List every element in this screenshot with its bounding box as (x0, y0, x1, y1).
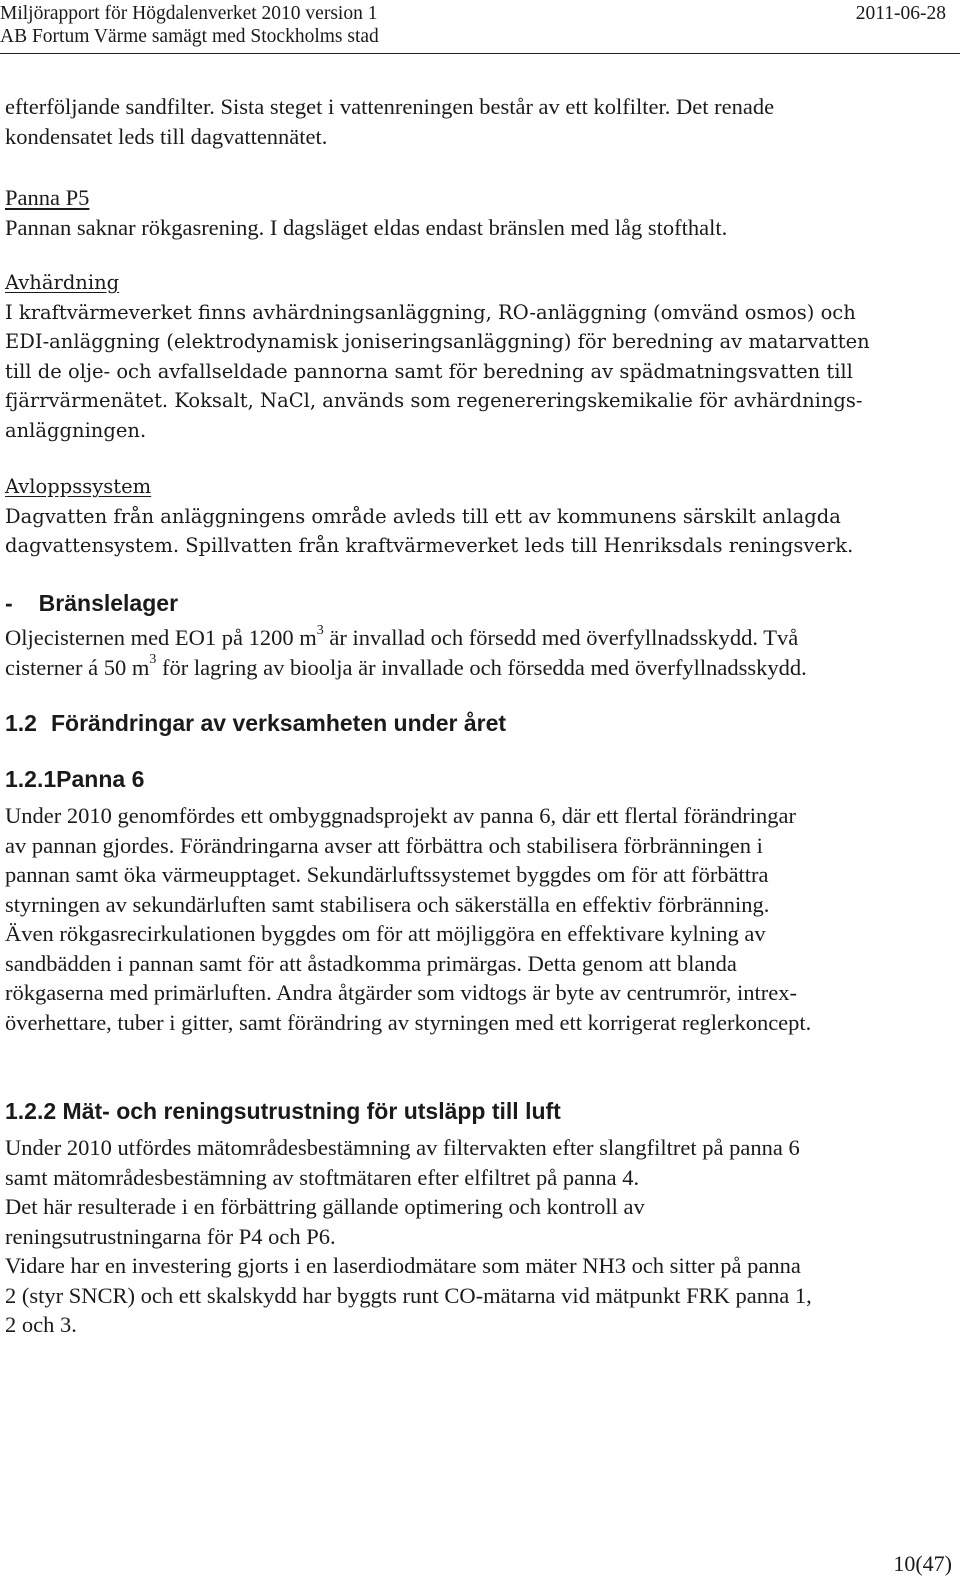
section-avloppssystem (5, 472, 945, 561)
text-line: EDI-anläggning (elektrodynamisk joniseringsanläggning) för beredning av matarvatten (5, 330, 870, 353)
superscript: 3 (316, 622, 324, 638)
text-line: pannan samt öka värmeupptaget. Sekundärluftssystemet byggdes om för att förbättra (5, 862, 769, 887)
header-date: 2011-06-28 (855, 3, 946, 24)
page-header (0, 0, 960, 56)
text-line: Pannan saknar rökgasrening. I dagsläget eldas endast bränslen med låg stofthalt. (5, 214, 728, 240)
intro-paragraph (5, 92, 945, 151)
text-line: Under 2010 genomfördes ett ombyggnadsprojekt av panna 6, där ett flertal förändringar (5, 803, 796, 828)
text-line: reningsutrustningarna för P4 och P6. (5, 1223, 336, 1249)
text-line: I kraftvärmeverket finns avhärdningsanläggning, RO-anläggning (omvänd osmos) och (5, 300, 856, 324)
heading-section-1-2 (5, 708, 945, 738)
text-line: sandbädden i pannan samt för att åstadkomma primärgas. Detta genom att blanda (5, 950, 737, 976)
text-line: Det här resulterade i en förbättring gällande optimering och kontroll av (5, 1194, 645, 1219)
superscript: 3 (149, 652, 157, 667)
section-branslelager-text (5, 623, 945, 682)
subheading-avloppssystem: Avloppssystem (5, 475, 152, 498)
section-panna-6-text (5, 801, 945, 1037)
text-line: rökgaserna med primärluften. Andra åtgärder som vidtogs är byte av centrumrör, intrex- (5, 980, 797, 1005)
text-line: 2 (styr SNCR) och ett skalskydd har byggts runt CO-mätarna vid mätpunkt FRK panna 1, (5, 1282, 812, 1308)
heading-section-1-2-text: Förändringar av verksamheten under året (50, 710, 507, 736)
section-panna-p5 (5, 183, 945, 242)
text-line: dagvattensystem. Spillvatten från kraftvärmeverket leds till Henriksdals reningsverk. (5, 534, 854, 557)
text-line: anläggningen. (5, 418, 147, 442)
text-line: samt mätområdesbestämning av stoftmätaren efter elfiltret på panna 4. (5, 1164, 640, 1190)
header-company: AB Fortum Värme samägt med Stockholms stad (0, 26, 379, 47)
section-matutrustning-text (5, 1133, 945, 1340)
subheading-panna-p5: Panna P5 (5, 185, 90, 210)
text-line: överhettare, tuber i gitter, samt förändring av styrningen med ett korrigerat reglerkoncept. (5, 1009, 812, 1035)
text-span: för lagring av bioolja är invallade och försedda med överfyllnadsskydd. (156, 654, 807, 680)
text-line: efterföljande sandfilter. Sista steget i vattenreningen består av ett kolfilter. Det renade (5, 94, 775, 119)
text-span: är invallad och försedd med överfyllnadsskydd. Två (323, 625, 799, 650)
heading-number: 1.2 (5, 710, 37, 736)
text-line: 2 och 3. (5, 1312, 77, 1337)
text-line: styrningen av sekundärluften samt stabilisera och säkerställa en effektiv förbränning. (5, 891, 770, 917)
text-line: Vidare har en investering gjorts i en laserdiodmätare som mäter NH3 och sitter på panna (5, 1253, 801, 1278)
header-divider (0, 53, 960, 54)
text-line: till de olje- och avfallseldade pannorna samt för beredning av spädmatningsvatten till (5, 359, 853, 383)
heading-section-1-2-2: 1.2.2 Mät- och reningsutrustning för utsläpp till luft (5, 1098, 561, 1124)
heading-branslelager-text: Bränslelager (38, 590, 179, 616)
heading-section-1-2-1: 1.2.1Panna 6 (5, 766, 145, 792)
text-line: fjärrvärmenätet. Koksalt, NaCl, används som regenereringskemikalie för avhärdnings- (5, 389, 863, 412)
text-line: av pannan gjordes. Förändringarna avser att förbättra och stabilisera förbränningen i (5, 832, 763, 858)
text-span: Oljecisternen med EO1 på 1200 m (5, 625, 317, 650)
header-title: Miljörapport för Högdalenverket 2010 version 1 (0, 3, 378, 24)
subheading-avhardning: Avhärdning (5, 271, 120, 294)
text-line (5, 653, 945, 683)
section-avhardning (5, 268, 945, 445)
heading-branslelager (5, 588, 945, 618)
text-line: Dagvatten från anläggningens område avleds till ett av kommunens särskilt anlagda (5, 504, 841, 528)
heading-dash: - (5, 590, 13, 616)
text-line: kondensatet leds till dagvattennätet. (5, 123, 328, 149)
page-number: 10(47) (893, 1551, 952, 1576)
text-span: cisterner á 50 m (5, 654, 150, 680)
text-line: Även rökgasrecirkulationen byggdes om för att möjliggöra en effektivare kylning av (5, 921, 766, 946)
text-line: Under 2010 utfördes mätområdesbestämning av filtervakten efter slangfiltret på panna 6 (5, 1135, 800, 1160)
text-line (5, 623, 945, 653)
